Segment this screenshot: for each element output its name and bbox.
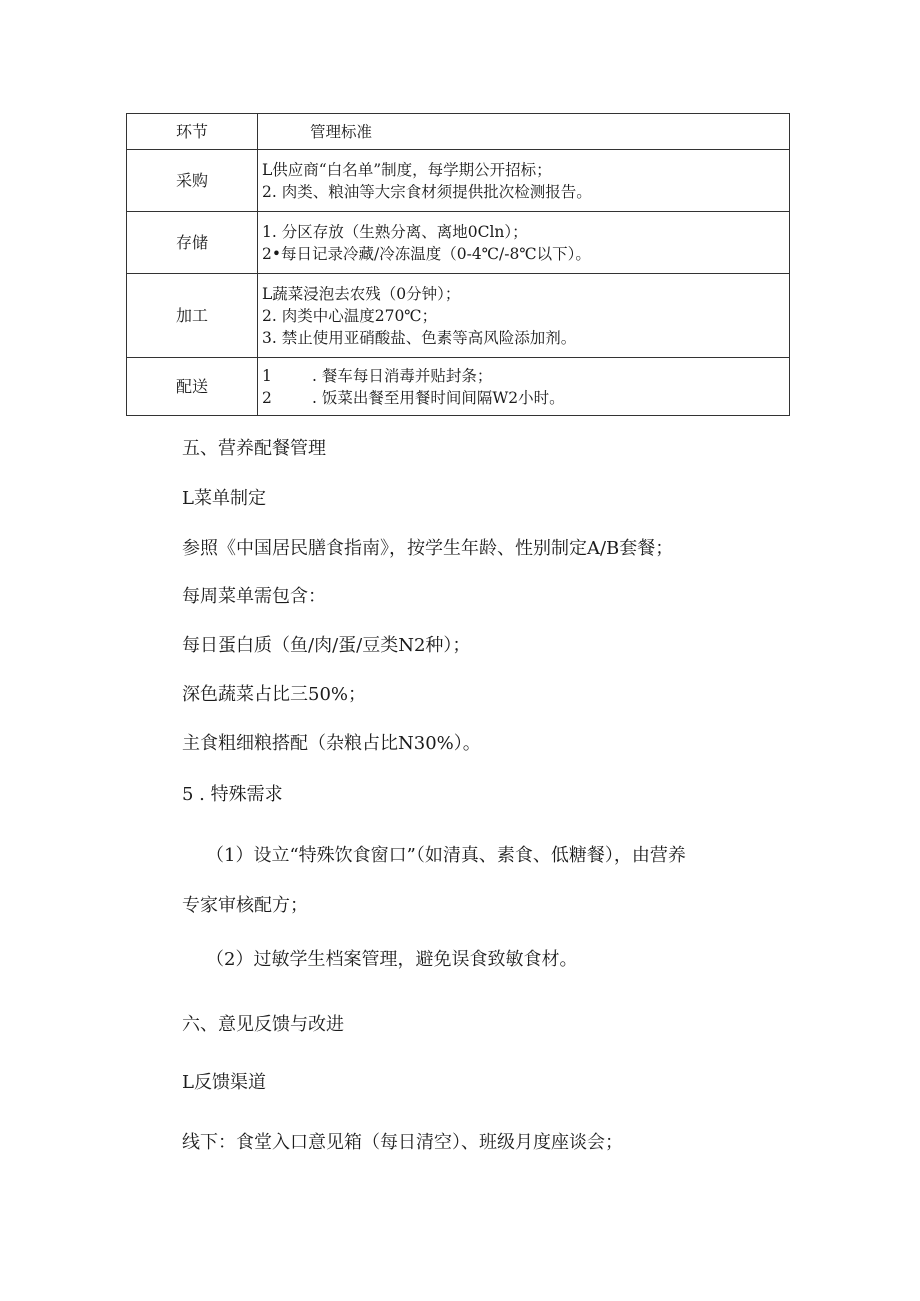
paragraph: 每周菜单需包含： <box>182 586 326 607</box>
paragraph-continued: 专家审核配方； <box>182 895 308 916</box>
standard-line: 2. 肉类、粮油等大宗食材须提供批次检测报告。 <box>262 182 592 201</box>
item-text: . 饭菜出餐至用餐时间间隔W2小时。 <box>312 388 565 407</box>
standard-line <box>262 365 783 387</box>
list-item: 每日蛋白质（鱼/肉/蛋/豆类N2种）； <box>182 635 471 656</box>
paragraph: 参照《中国居民膳食指南》，按学生年龄、性别制定A/B套餐； <box>182 538 674 559</box>
item-text: . 餐车每日消毒并贴封条； <box>312 366 493 385</box>
stage-cell: 采购 <box>127 150 258 212</box>
standard-line: 3. 禁止使用亚硝酸盐、色素等高风险添加剂。 <box>262 328 577 347</box>
paragraph: 线下：食堂入口意见箱（每日清空）、班级月度座谈会； <box>182 1132 623 1153</box>
list-item: 主食粗细粮搭配（杂粮占比N30%）。 <box>182 733 481 754</box>
table-header-row <box>127 114 790 150</box>
subheading: L菜单制定 <box>182 488 266 509</box>
standard-line: L蔬菜浸泡去农残（0分钟）； <box>262 284 461 303</box>
subheading: 5 . 特殊需求 <box>182 784 283 805</box>
stage-cell: 配送 <box>127 358 258 416</box>
header-standard-label: 管理标准 <box>310 122 373 141</box>
subheading: L反馈渠道 <box>182 1072 266 1093</box>
item-number: 1 <box>262 366 272 385</box>
table-row <box>127 150 790 212</box>
table-row <box>127 212 790 274</box>
standard-line <box>262 387 783 409</box>
standard-line: 2•每日记录冷藏/冷冻温度（0-4℃/-8℃以下）。 <box>262 244 591 263</box>
section-heading: 五、营养配餐管理 <box>182 438 326 459</box>
section-heading: 六、意见反馈与改进 <box>182 1014 344 1035</box>
standard-cell <box>258 358 790 416</box>
management-standards-table <box>126 113 790 416</box>
header-stage: 环节 <box>127 114 258 150</box>
table-row <box>127 274 790 358</box>
list-item: 深色蔬菜占比三50%； <box>182 684 367 705</box>
standard-cell <box>258 274 790 358</box>
paragraph: （2）过敏学生档案管理，避免误食致敏食材。 <box>206 949 578 970</box>
stage-cell: 存储 <box>127 212 258 274</box>
header-standard <box>258 114 790 150</box>
stage-cell: 加工 <box>127 274 258 358</box>
item-number: 2 <box>262 388 272 407</box>
paragraph: （1）设立“特殊饮食窗口”（如清真、素食、低糖餐），由营养 <box>206 845 686 866</box>
standard-line: 1. 分区存放（生熟分离、离地0Cln）； <box>262 222 528 241</box>
standard-line: L供应商“白名单”制度，每学期公开招标； <box>262 160 552 179</box>
standard-cell <box>258 212 790 274</box>
table-row <box>127 358 790 416</box>
standard-cell <box>258 150 790 212</box>
standard-line: 2. 肉类中心温度270℃； <box>262 306 438 325</box>
